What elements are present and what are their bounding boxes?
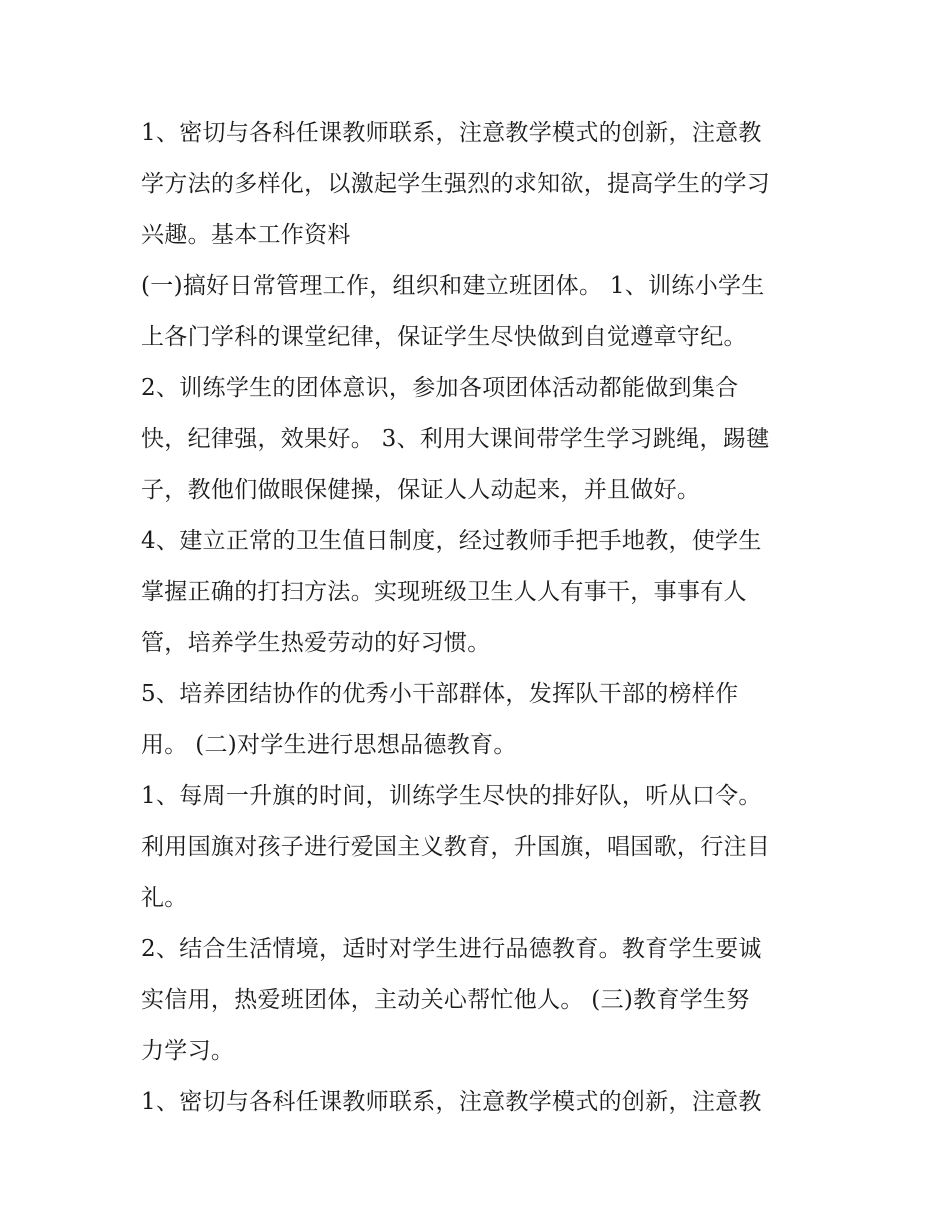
text-line: 学方法的多样化，以激起学生强烈的求知欲，提高学生的学习 <box>141 171 771 197</box>
text-line: 掌握正确的打扫方法。实现班级卫生人人有事干，事事有人 <box>141 579 747 605</box>
text-line: 管，培养学生热爱劳动的好习惯。 <box>141 630 491 656</box>
text-line: (一)搞好日常管理工作，组织和建立班团体。 1、训练小学生 <box>141 273 765 299</box>
text-line: 兴趣。基本工作资料 <box>141 222 351 248</box>
text-line: 1、每周一升旗的时间，训练学生尽快的排好队，听从口令。 <box>141 783 762 809</box>
text-line: 上各门学科的课堂纪律，保证学生尽快做到自觉遵章守纪。 <box>141 324 747 350</box>
text-line: 1、密切与各科任课教师联系，注意教学模式的创新，注意教 <box>141 120 762 146</box>
text-line: 实信用，热爱班团体，主动关心帮忙他人。 (三)教育学生努 <box>141 987 750 1013</box>
text-line: 礼。 <box>141 885 188 911</box>
text-line: 1、密切与各科任课教师联系，注意教学模式的创新，注意教 <box>141 1089 762 1115</box>
text-line: 快，纪律强，效果好。 3、利用大课间带学生学习跳绳，踢毽 <box>141 426 770 452</box>
text-line: 5、培养团结协作的优秀小干部群体，发挥队干部的榜样作 <box>141 681 739 707</box>
text-line: 2、训练学生的团体意识，参加各项团体活动都能做到集合 <box>141 375 739 401</box>
text-line: 用。 (二)对学生进行思想品德教育。 <box>141 732 517 758</box>
text-line: 利用国旗对孩子进行爱国主义教育，升国旗，唱国歌，行注目 <box>141 834 771 860</box>
document-body <box>141 108 821 1128</box>
text-line: 力学习。 <box>141 1038 235 1064</box>
text-line: 子，教他们做眼保健操，保证人人动起来，并且做好。 <box>141 477 701 503</box>
text-line: 4、建立正常的卫生值日制度，经过教师手把手地教，使学生 <box>141 528 762 554</box>
text-line: 2、结合生活情境，适时对学生进行品德教育。教育学生要诚 <box>141 936 762 962</box>
